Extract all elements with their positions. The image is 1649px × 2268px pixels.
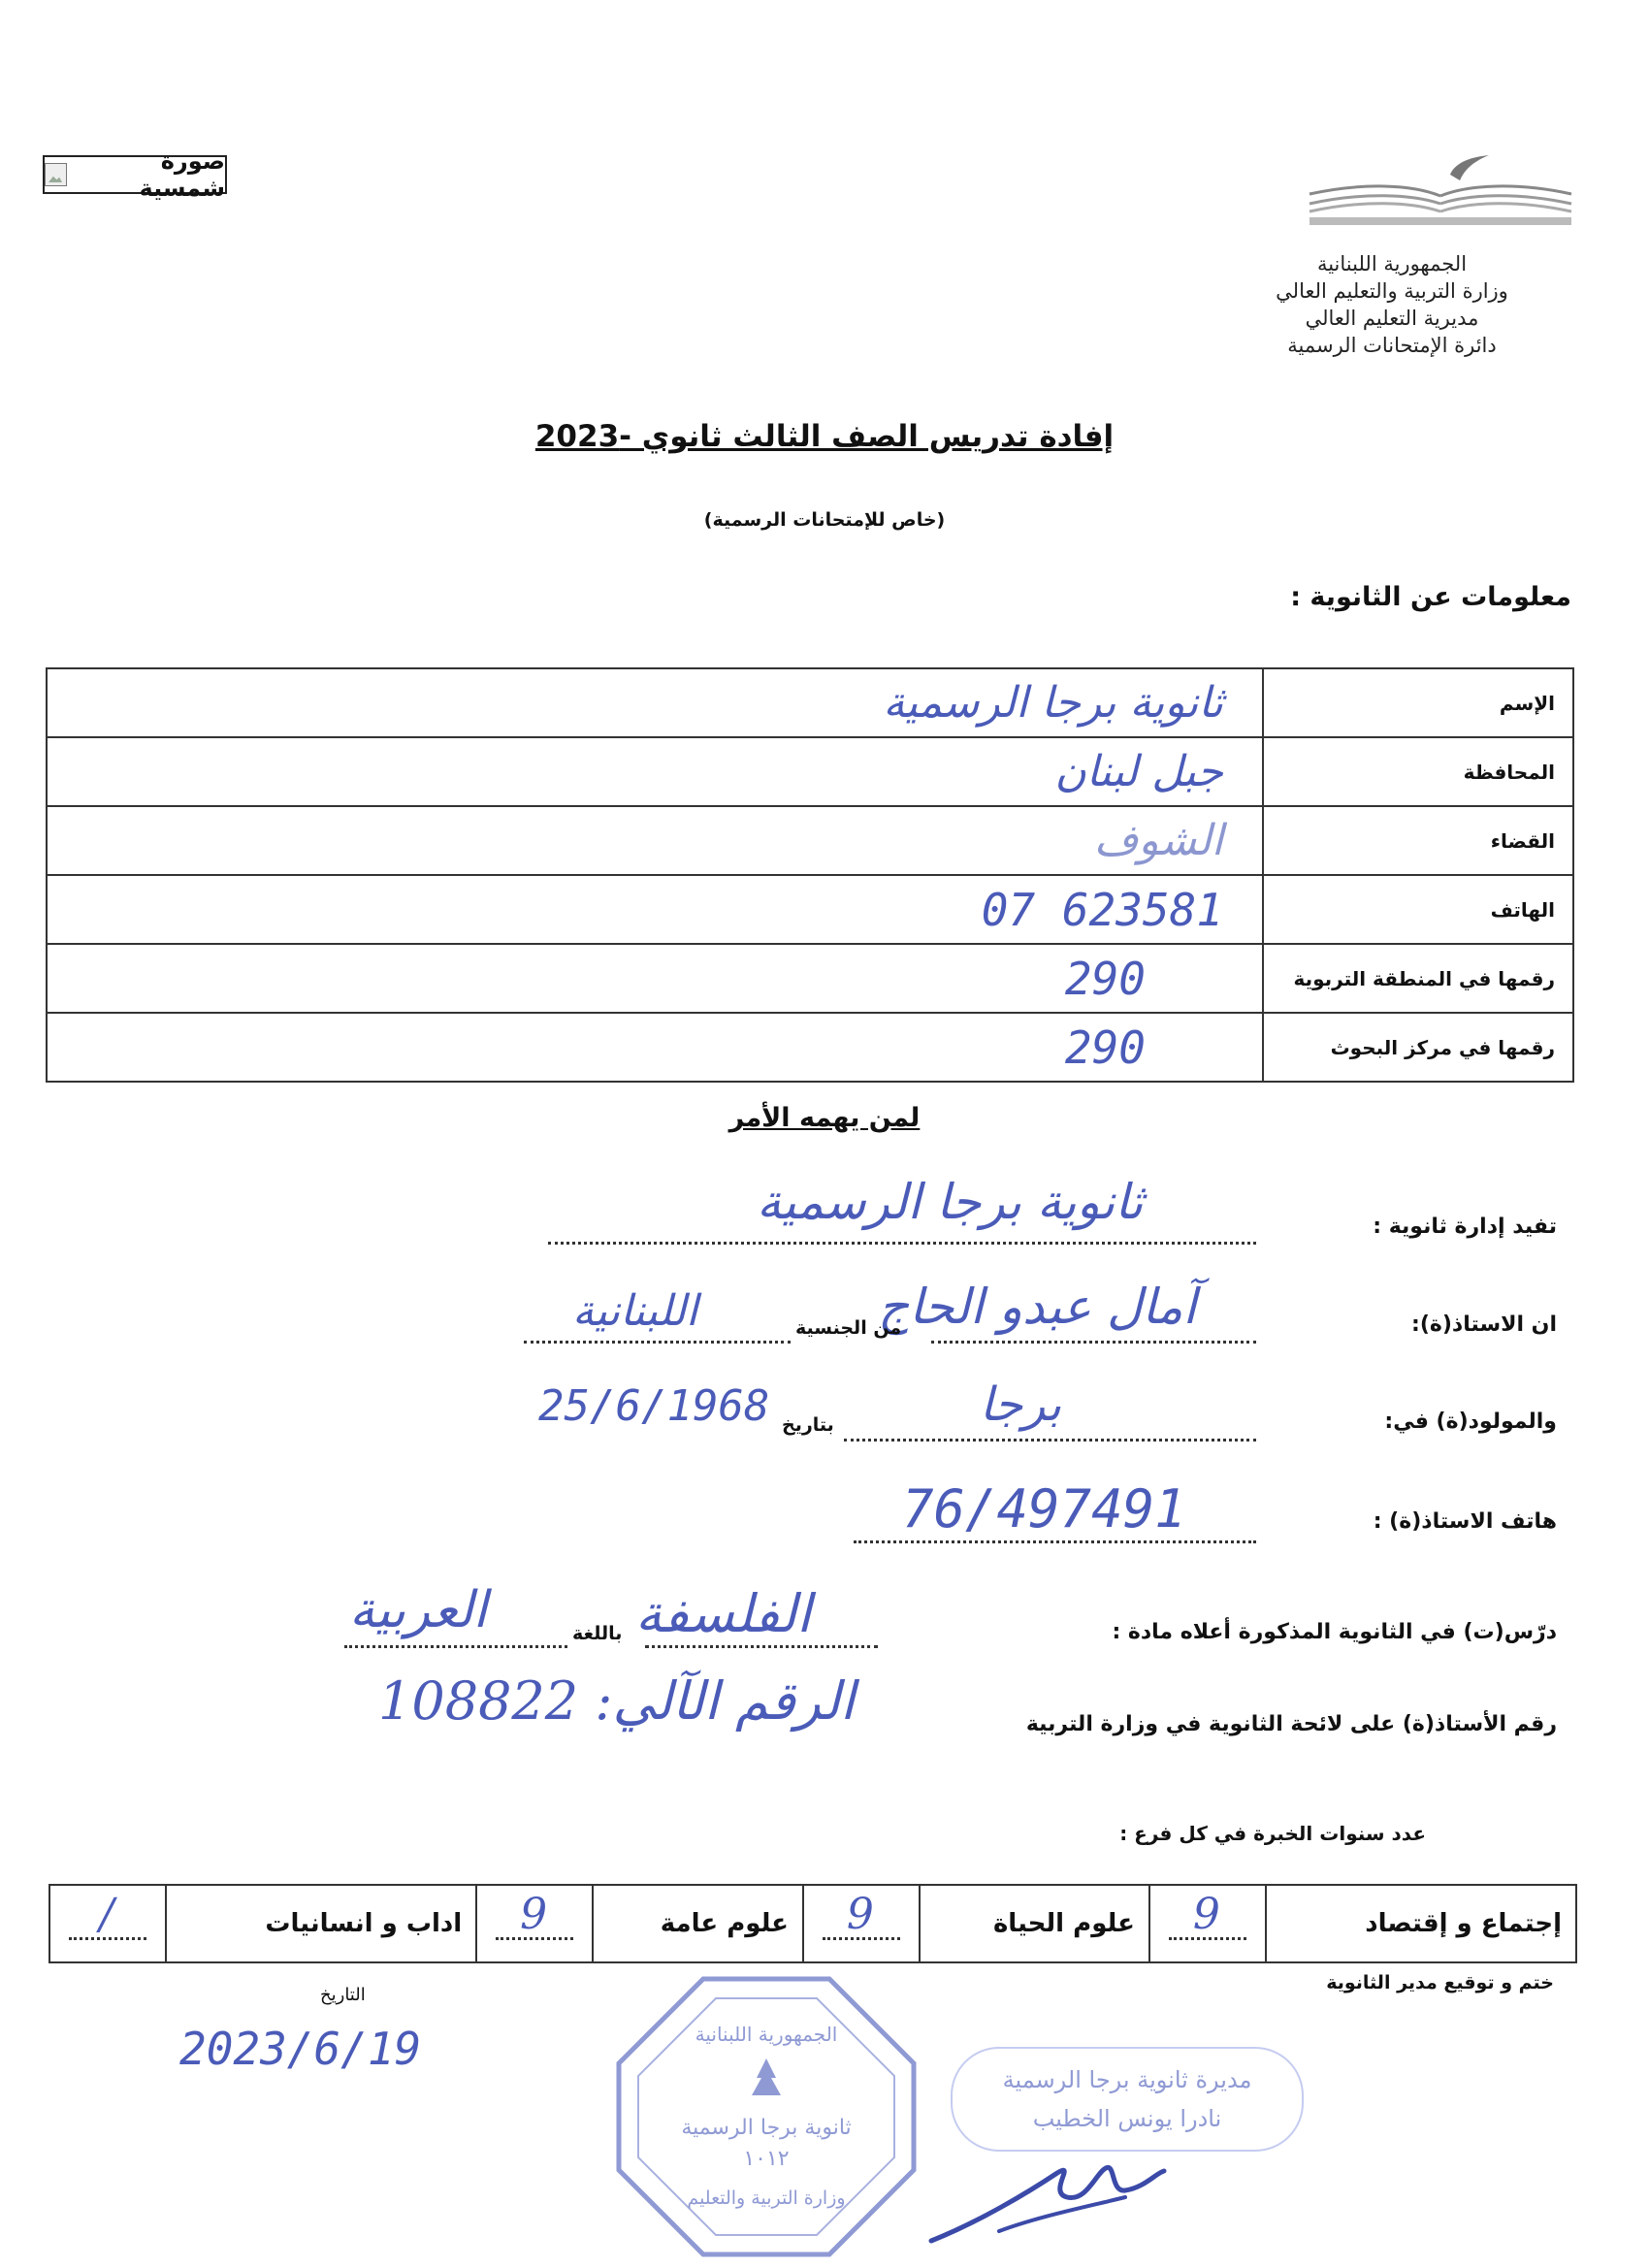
- nationality-label: من الجنسية: [795, 1317, 902, 1339]
- governorate-label: المحافظة: [1263, 737, 1573, 806]
- table-row: [47, 668, 1573, 737]
- ministry-line-directorate: مديرية التعليم العالي: [1305, 307, 1479, 330]
- birthplace-dotted-line: [844, 1439, 1256, 1442]
- ministry-line-republic: الجمهورية اللبنانية: [1316, 252, 1468, 275]
- subject-value: الفلسفة: [635, 1583, 812, 1644]
- principal-title: مديرة ثانوية برجا الرسمية: [1002, 2066, 1252, 2093]
- teacher-phone-dotted-line: [854, 1540, 1256, 1543]
- language-label: باللغة: [572, 1623, 623, 1644]
- experience-value-cell: 9: [1149, 1885, 1266, 1962]
- table-row: [47, 875, 1573, 944]
- roster-number-label: رقم الأستاذ(ة) على لائحة الثانوية في وزارة التربية: [1025, 1712, 1557, 1736]
- experience-table: [48, 1884, 1577, 1963]
- subject-label: درّس(ت) في الثانوية المذكورة أعلاه مادة :: [1112, 1620, 1557, 1644]
- table-row: [47, 806, 1573, 875]
- ministry-line-department: دائرة الإمتحانات الرسمية: [1287, 334, 1497, 357]
- experience-value-cell: 9: [476, 1885, 593, 1962]
- experience-category: اداب و انسانيات: [166, 1885, 476, 1962]
- region-number-value: 290: [47, 944, 1263, 1013]
- school-name-label: الإسم: [1263, 668, 1573, 737]
- subject-dotted-line: [645, 1645, 878, 1648]
- nationality-value: اللبنانية: [572, 1286, 698, 1336]
- table-row: [47, 944, 1573, 1013]
- phone-value: 07 623581: [47, 875, 1263, 944]
- region-number-label: رقمها في المنطقة التربوية: [1263, 944, 1573, 1013]
- school-name-value: ثانوية برجا الرسمية: [47, 668, 1263, 737]
- governorate-value: جبل لبنان: [47, 737, 1263, 806]
- language-dotted-line: [344, 1645, 567, 1648]
- birthplace-value: برجا: [980, 1377, 1062, 1432]
- official-school-stamp-icon: [611, 1971, 922, 2262]
- ministry-book-logo-icon: [1305, 155, 1576, 243]
- image-placeholder-icon: [45, 163, 67, 186]
- principal-stamp-label: ختم و توقيع مدير الثانوية: [1326, 1972, 1554, 1993]
- experience-value-cell: /: [49, 1885, 166, 1962]
- school-admin-dotted-line: [548, 1242, 1256, 1245]
- svg-text:وزارة التربية والتعليم: وزارة التربية والتعليم: [687, 2187, 846, 2209]
- roster-number-value: الرقم الآلي: 108822: [378, 1670, 856, 1732]
- teacher-phone-value: 76/497491: [902, 1478, 1186, 1539]
- birthplace-label: والمولود(ة) في:: [1384, 1409, 1557, 1434]
- research-center-number-value: 290: [47, 1013, 1263, 1082]
- experience-category: إجتماع و إقتصاد: [1266, 1885, 1576, 1962]
- nationality-dotted-line: [524, 1341, 791, 1344]
- signature-date-value: 2023/6/19: [179, 2023, 422, 2075]
- district-label: القضاء: [1263, 806, 1573, 875]
- experience-value-cell: 9: [803, 1885, 920, 1962]
- experience-label: عدد سنوات الخبرة في كل فرع :: [1119, 1822, 1426, 1845]
- school-admin-value: ثانوية برجا الرسمية: [757, 1174, 1144, 1230]
- svg-text:ثانوية برجا الرسمية: ثانوية برجا الرسمية: [681, 2116, 852, 2140]
- teacher-dotted-line: [931, 1341, 1256, 1344]
- principal-signature-icon: [902, 1998, 1310, 2260]
- experience-category: علوم عامة: [593, 1885, 803, 1962]
- principal-name: نادرا يونس الخطيب: [1032, 2105, 1222, 2132]
- ministry-header: [1212, 250, 1571, 359]
- district-value: الشوف: [47, 806, 1263, 875]
- teacher-phone-label: هاتف الاستاذ(ة) :: [1373, 1509, 1557, 1534]
- phone-label: الهاتف: [1263, 875, 1573, 944]
- experience-category: علوم الحياة: [920, 1885, 1149, 1962]
- to-whom-heading: لمن يهمه الأمر: [728, 1103, 921, 1133]
- table-row: [49, 1885, 1576, 1962]
- language-value: العربية: [349, 1581, 488, 1639]
- school-info-table: [46, 667, 1574, 1083]
- svg-text:١٠١٢: ١٠١٢: [743, 2147, 790, 2171]
- photo-placeholder-box: [43, 147, 227, 202]
- ministry-line-ministry: وزارة التربية والتعليم العالي: [1276, 279, 1508, 303]
- svg-text:الجمهورية اللبنانية: الجمهورية اللبنانية: [695, 2023, 838, 2046]
- school-admin-label: تفيد إدارة ثانوية :: [1373, 1215, 1557, 1239]
- teacher-label: ان الاستاذ(ة):: [1411, 1312, 1557, 1337]
- photo-box-label: صورة شمسية: [139, 147, 225, 202]
- table-row: [47, 1013, 1573, 1082]
- document-subtitle: (خاص للإمتحانات الرسمية): [703, 509, 946, 531]
- table-row: [47, 737, 1573, 806]
- date-label: التاريخ: [320, 1985, 366, 2005]
- document-title: إفادة تدريس الصف الثالث ثانوي -2023: [534, 419, 1115, 454]
- birthdate-value: 25/6/1968: [538, 1381, 770, 1431]
- school-info-heading: معلومات عن الثانوية :: [1290, 582, 1571, 612]
- teacher-name-value: آمال عبدو الحاج: [878, 1279, 1197, 1335]
- birthdate-label: بتاريخ: [782, 1414, 834, 1436]
- research-center-number-label: رقمها في مركز البحوث: [1263, 1013, 1573, 1082]
